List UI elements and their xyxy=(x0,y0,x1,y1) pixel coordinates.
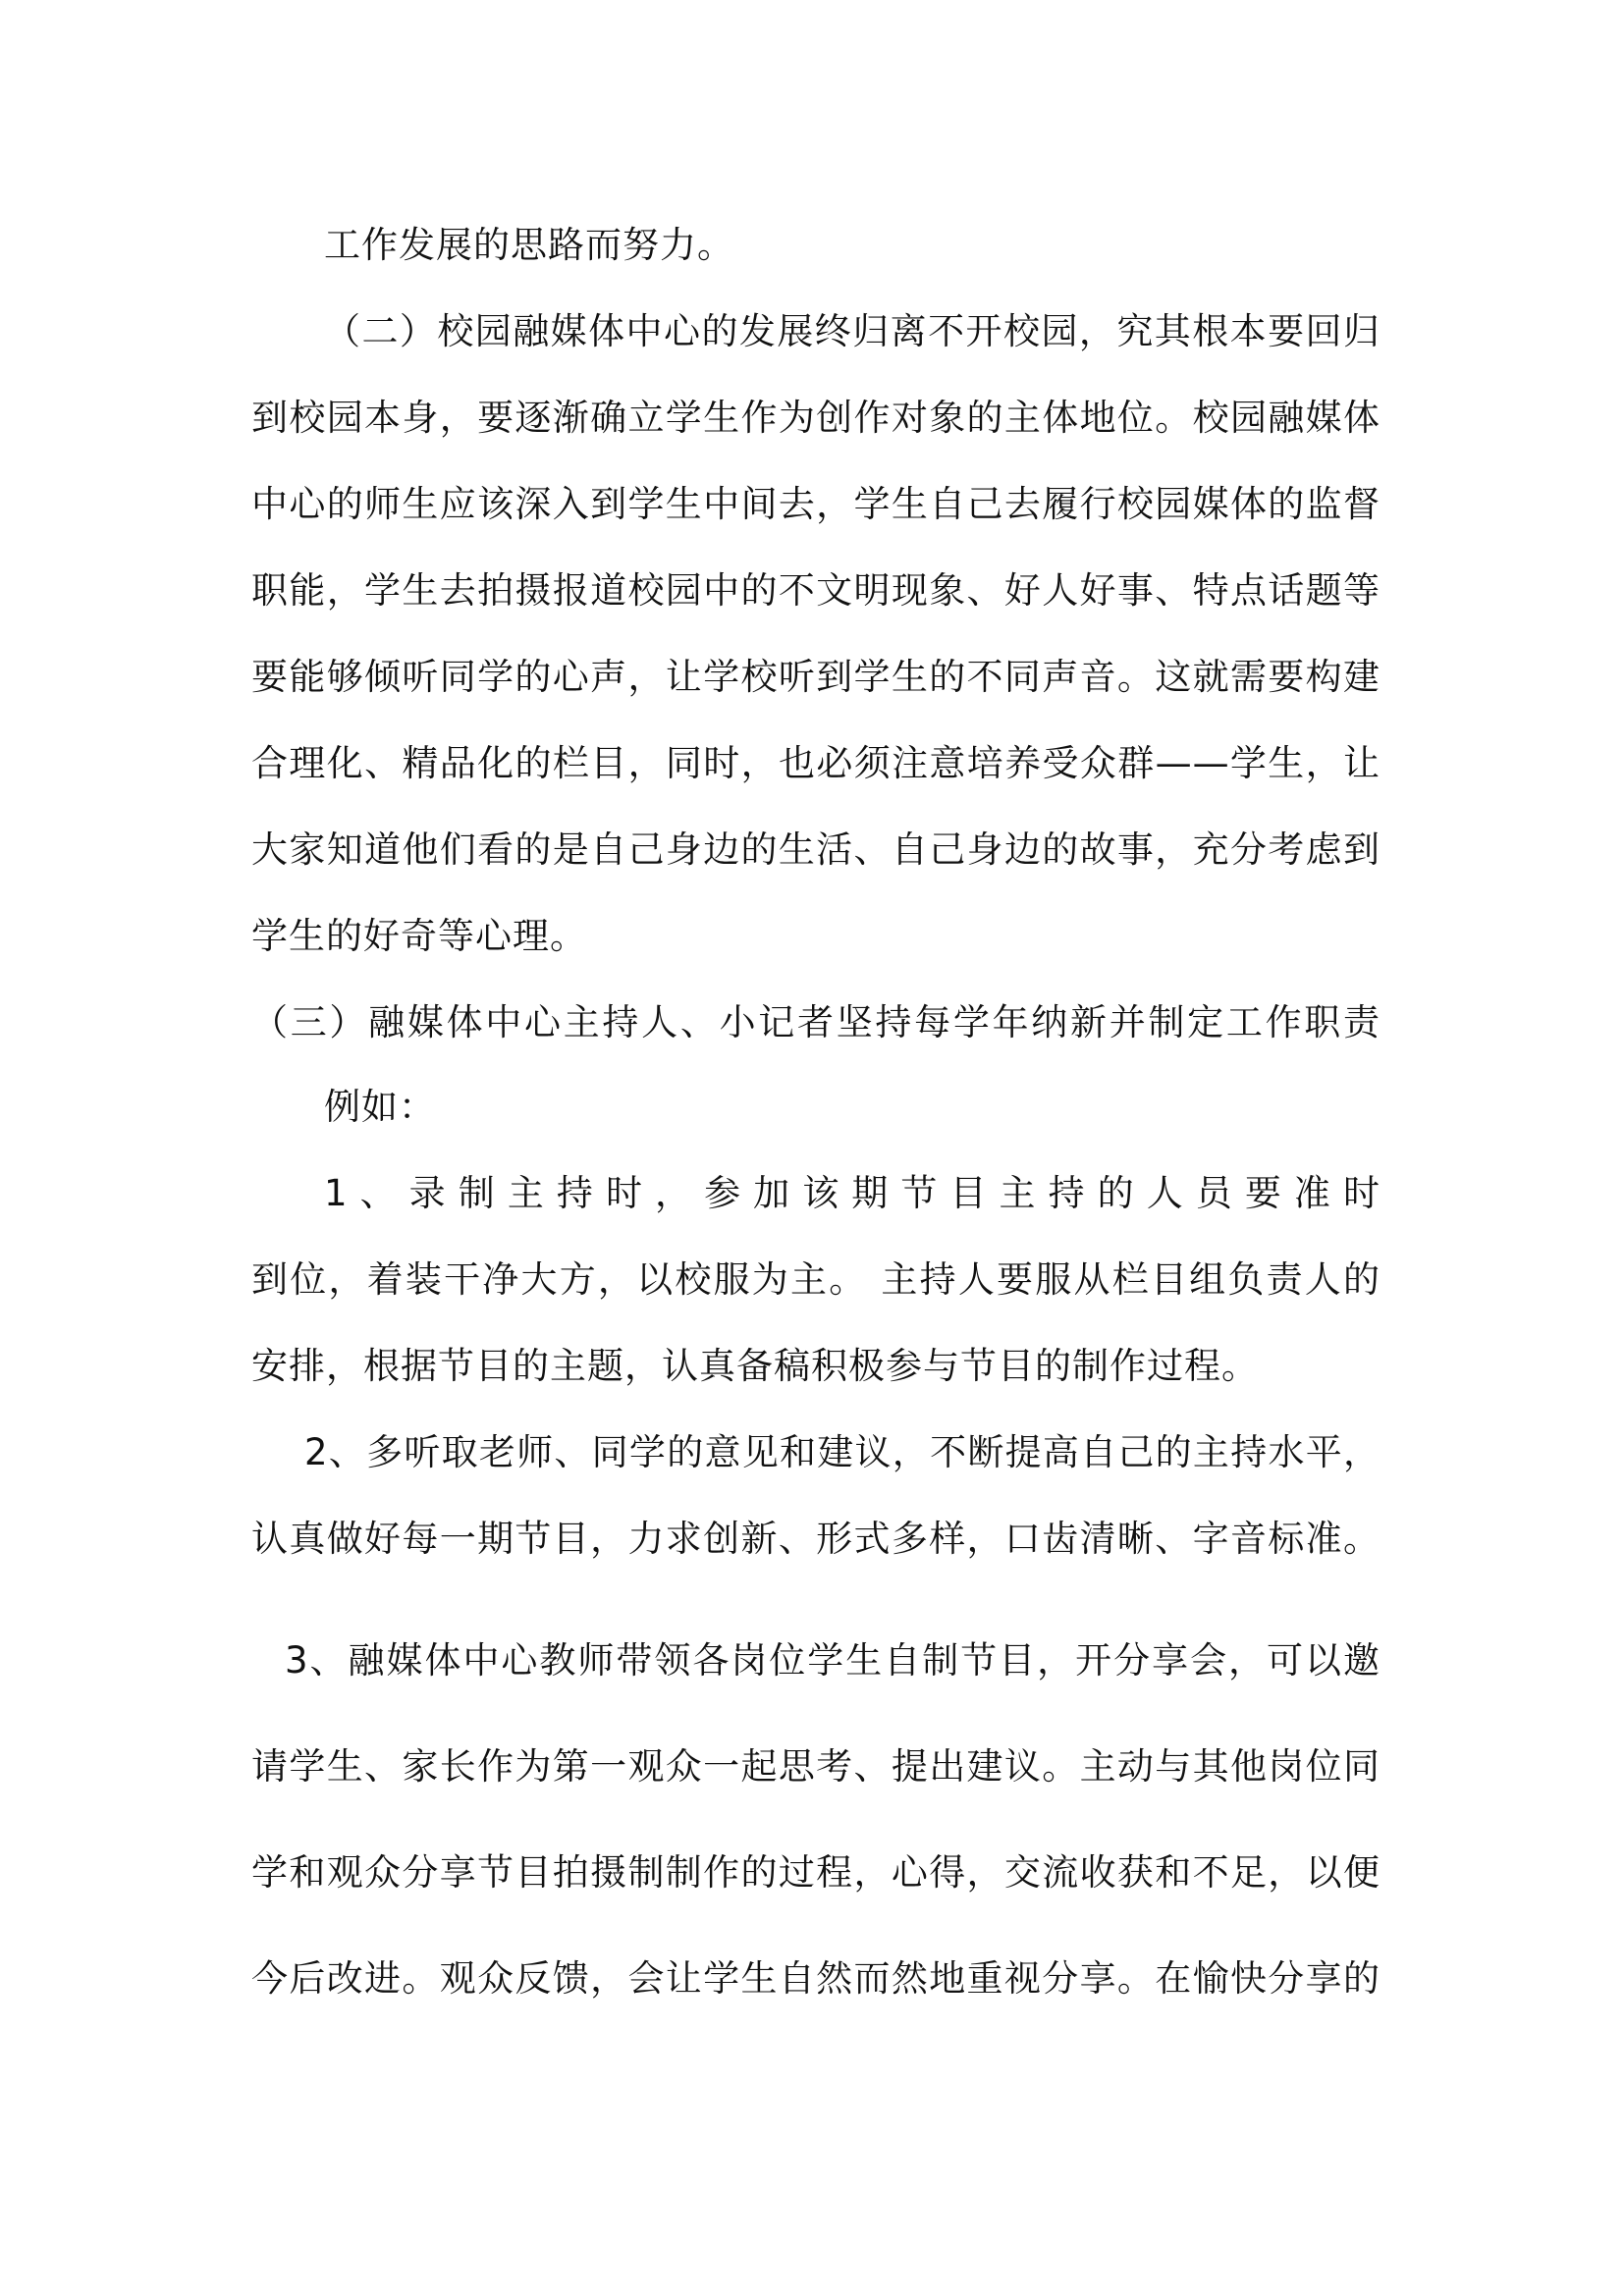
list-item-line: 今后改进。观众反馈，会让学生自然而然地重视分享。在愉快分享的 xyxy=(251,1957,1380,2000)
list-item-line: 1、录制主持时，参加该期节目主持的人员要准时 xyxy=(324,1172,1380,1214)
paragraph-line: 职能，学生去拍摄报道校园中的不文明现象、好人好事、特点话题等 xyxy=(251,569,1380,612)
list-item-line: 到位，着装干净大方，以校服为主。 主持人要服从栏目组负责人的 xyxy=(251,1258,1380,1301)
paragraph-line: 中心的师生应该深入到学生中间去，学生自己去履行校园媒体的监督 xyxy=(251,483,1380,525)
paragraph-line: 例如： xyxy=(324,1086,436,1128)
list-item-line: 2、多听取老师、同学的意见和建议，不断提高自己的主持水平， xyxy=(304,1431,1380,1473)
paragraph-line: 大家知道他们看的是自己身边的生活、自己身边的故事，充分考虑到 xyxy=(251,828,1380,871)
paragraph-line: 到校园本身，要逐渐确立学生作为创作对象的主体地位。校园融媒体 xyxy=(251,397,1380,439)
paragraph-line: 要能够倾听同学的心声，让学校听到学生的不同声音。这就需要构建 xyxy=(251,656,1380,698)
paragraph-line: （二）校园融媒体中心的发展终归离不开校园，究其根本要回归 xyxy=(324,310,1380,352)
list-item-line: 学和观众分享节目拍摄制制作的过程，心得，交流收获和不足，以便 xyxy=(251,1851,1380,1894)
list-item-line: 3、融媒体中心教师带领各岗位学生自制节目，开分享会，可以邀 xyxy=(285,1639,1380,1682)
paragraph-line: 合理化、精品化的栏目，同时，也必须注意培养受众群——学生，让 xyxy=(251,742,1380,784)
paragraph-line: 学生的好奇等心理。 xyxy=(251,915,587,957)
section-heading: （三）融媒体中心主持人、小记者坚持每学年纳新并制定工作职责 xyxy=(251,1001,1380,1043)
list-item-line: 安排，根据节目的主题，认真备稿积极参与节目的制作过程。 xyxy=(251,1345,1259,1387)
paragraph-line: 工作发展的思路而努力。 xyxy=(324,224,734,266)
list-item-line: 认真做好每一期节目，力求创新、形式多样，口齿清晰、字音标准。 xyxy=(251,1518,1380,1560)
list-item-line: 请学生、家长作为第一观众一起思考、提出建议。主动与其他岗位同 xyxy=(251,1745,1380,1788)
